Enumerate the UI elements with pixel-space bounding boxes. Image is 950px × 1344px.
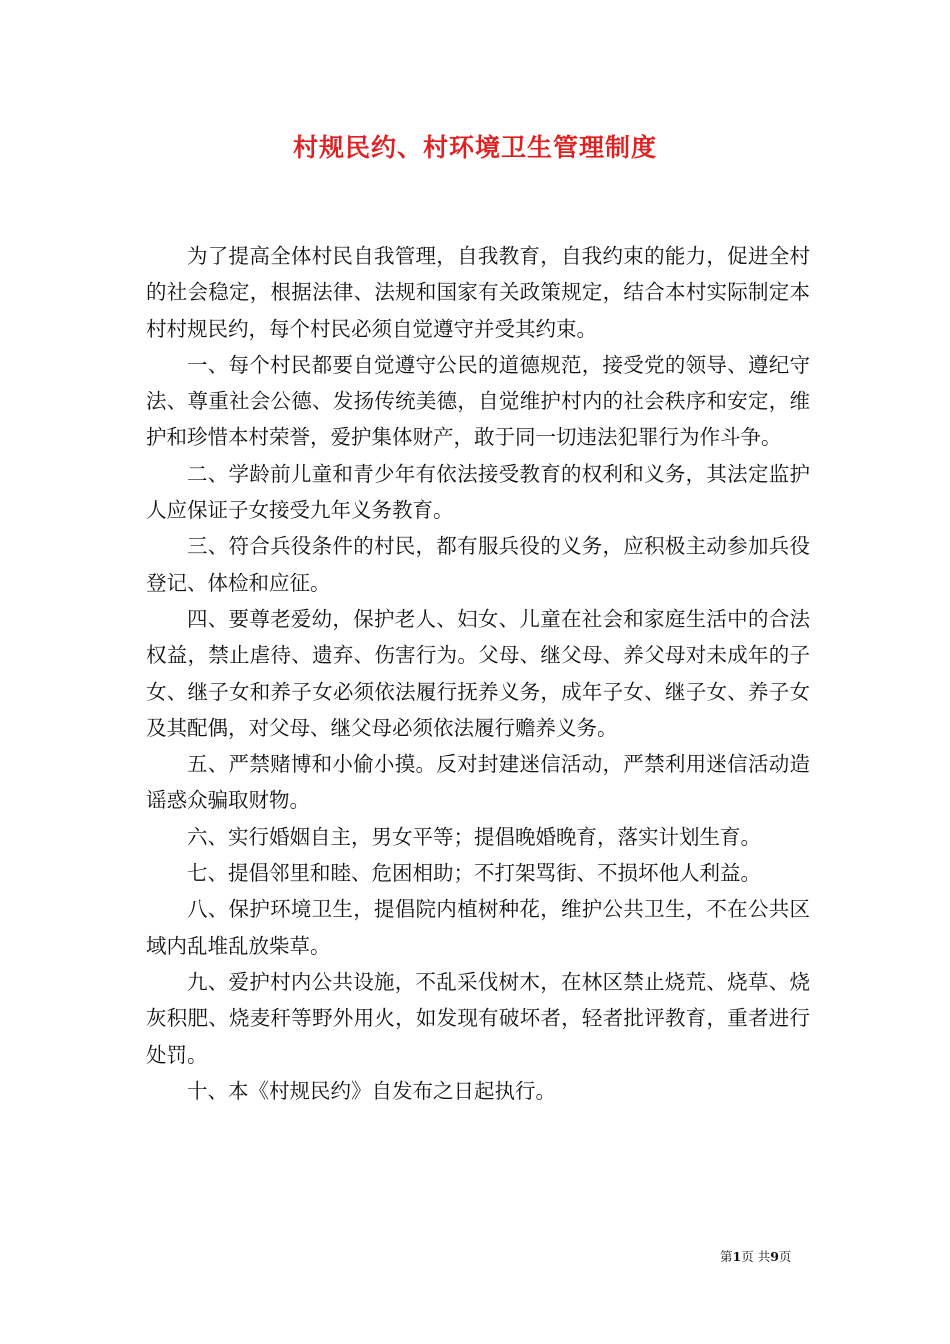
paragraph-preamble: 为了提高全体村民自我管理，自我教育，自我约束的能力，促进全村的社会稳定，根据法律、法规和国家有关政策规定，结合本村实际制定本村村规民约，每个村民必须自觉遵守并受其约束。 <box>146 244 810 341</box>
paragraph-article-10: 十、本《村规民约》自发布之日起执行。 <box>187 1078 556 1103</box>
page-number-footer <box>720 1247 791 1265</box>
page-middle: 页 共 <box>741 1249 771 1264</box>
document-body <box>146 238 810 1109</box>
paragraph-article-7: 七、提倡邻里和睦、危困相助；不打架骂街、不损坏他人利益。 <box>187 861 761 886</box>
paragraph-article-8: 八、保护环境卫生，提倡院内植树种花，维护公共卫生，不在公共区域内乱堆乱放柴草。 <box>146 897 810 958</box>
paragraph-article-5: 五、严禁赌博和小偷小摸。反对封建迷信活动，严禁利用迷信活动造谣惑众骗取财物。 <box>146 752 810 813</box>
current-page-number: 1 <box>732 1249 742 1264</box>
paragraph-article-9: 九、爱护村内公共设施，不乱采伐树木，在林区禁止烧荒、烧草、烧灰积肥、烧麦秆等野外用火，如发现有破坏者，轻者批评教育，重者进行处罚。 <box>146 969 810 1067</box>
paragraph-article-1: 一、每个村民都要自觉遵守公民的道德规范，接受党的领导、遵纪守法、尊重社会公德、发扬传统美德，自觉维护村内的社会秩序和安定，维护和珍惜本村荣誉，爱护集体财产，敢于同一切违法犯罪行为作斗争。 <box>146 352 810 450</box>
paragraph-article-2: 二、学龄前儿童和青少年有依法接受教育的权利和义务，其法定监护人应保证子女接受九年义务教育。 <box>146 461 810 523</box>
document-title: 村规民约、村环境卫生管理制度 <box>292 133 657 162</box>
paragraph-article-6: 六、实行婚姻自主，男女平等；提倡晚婚晚育，落实计划生育。 <box>187 824 761 849</box>
page-suffix: 页 <box>778 1249 792 1264</box>
total-page-number: 9 <box>770 1249 779 1264</box>
page-prefix: 第 <box>720 1249 733 1264</box>
paragraph-article-3: 三、符合兵役条件的村民，都有服兵役的义务，应积极主动参加兵役登记、体检和应征。 <box>146 534 810 595</box>
paragraph-article-4: 四、要尊老爱幼，保护老人、妇女、儿童在社会和家庭生活中的合法权益，禁止虐待、遗弃、伤害行为。父母、继父母、养父母对未成年的子女、继子女和养子女必须依法履行抚养义务，成年子女、继子女、养子女及其配偶，对父母、继父母必须依法履行赡养义务。 <box>146 606 810 740</box>
